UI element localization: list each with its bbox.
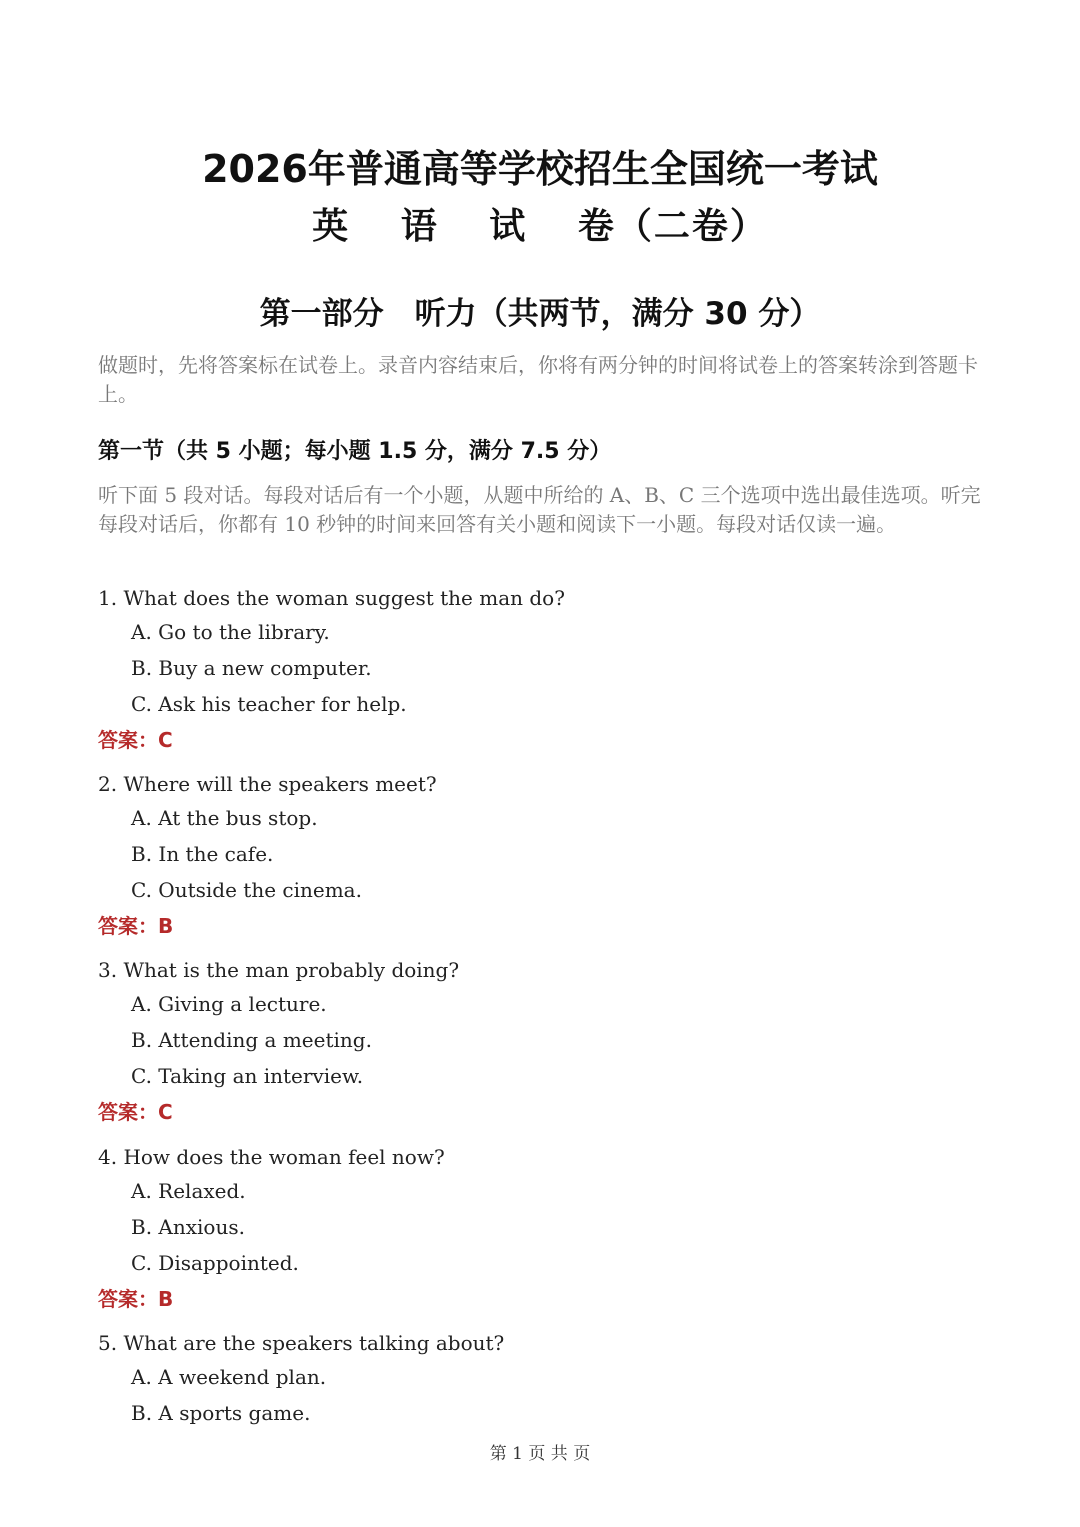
subtitle-char: 卷（二卷） xyxy=(577,206,768,247)
answer-label: 答案：C xyxy=(98,728,173,752)
page-footer: 第 1 页 共 页 xyxy=(489,1444,591,1464)
option-a: A. Go to the library. xyxy=(131,620,330,644)
option-b: B. Attending a meeting. xyxy=(131,1028,372,1052)
question-4 xyxy=(98,1141,978,1317)
question-text: 1. What does the woman suggest the man do? xyxy=(98,586,565,610)
option-a: A. A weekend plan. xyxy=(131,1365,327,1389)
question-text: 4. How does the woman feel now? xyxy=(98,1145,445,1169)
paper-subtitle xyxy=(0,198,1080,249)
option-a: A. Relaxed. xyxy=(131,1179,246,1203)
option-c: C. Taking an interview. xyxy=(131,1064,364,1088)
part-instruction: 做题时，先将答案标在试卷上。录音内容结束后，你将有两分钟的时间将试卷上的答案转涂到答题卡上。 xyxy=(98,353,978,406)
question-text: 5. What are the speakers talking about? xyxy=(98,1331,505,1355)
subtitle-char: 英 xyxy=(312,206,351,247)
subtitle-char: 试 xyxy=(489,206,528,247)
option-c: C. Disappointed. xyxy=(131,1251,299,1275)
option-a: A. At the bus stop. xyxy=(131,806,318,830)
question-3 xyxy=(98,954,978,1130)
question-2 xyxy=(98,768,978,944)
part-title: 第一部分 听力（共两节，满分 30 分） xyxy=(259,296,821,332)
question-text: 2. Where will the speakers meet? xyxy=(98,772,437,796)
answer-label: 答案：B xyxy=(98,914,174,938)
option-c: C. Ask his teacher for help. xyxy=(131,692,407,716)
exam-title: 2026年普通高等学校招生全国统一考试 xyxy=(202,147,878,191)
option-b: B. In the cafe. xyxy=(131,842,274,866)
option-b: B. Anxious. xyxy=(131,1215,245,1239)
question-1 xyxy=(98,582,978,758)
answer-label: 答案：B xyxy=(98,1287,174,1311)
answer-label: 答案：C xyxy=(98,1100,173,1124)
option-c: C. Outside the cinema. xyxy=(131,878,362,902)
option-b: B. Buy a new computer. xyxy=(131,656,372,680)
section-instruction: 听下面 5 段对话。每段对话后有一个小题，从题中所给的 A、B、C 三个选项中选出最佳选项。听完每段对话后，你都有 10 秒钟的时间来回答有关小题和阅读下一小题。每段对话仅读一遍。 xyxy=(98,483,981,536)
option-a: A. Giving a lecture. xyxy=(131,992,327,1016)
subtitle-char: 语 xyxy=(400,206,439,247)
question-5 xyxy=(98,1327,978,1431)
option-b: B. A sports game. xyxy=(131,1401,311,1425)
section-title: 第一节（共 5 小题；每小题 1.5 分，满分 7.5 分） xyxy=(98,439,612,464)
question-text: 3. What is the man probably doing? xyxy=(98,958,460,982)
